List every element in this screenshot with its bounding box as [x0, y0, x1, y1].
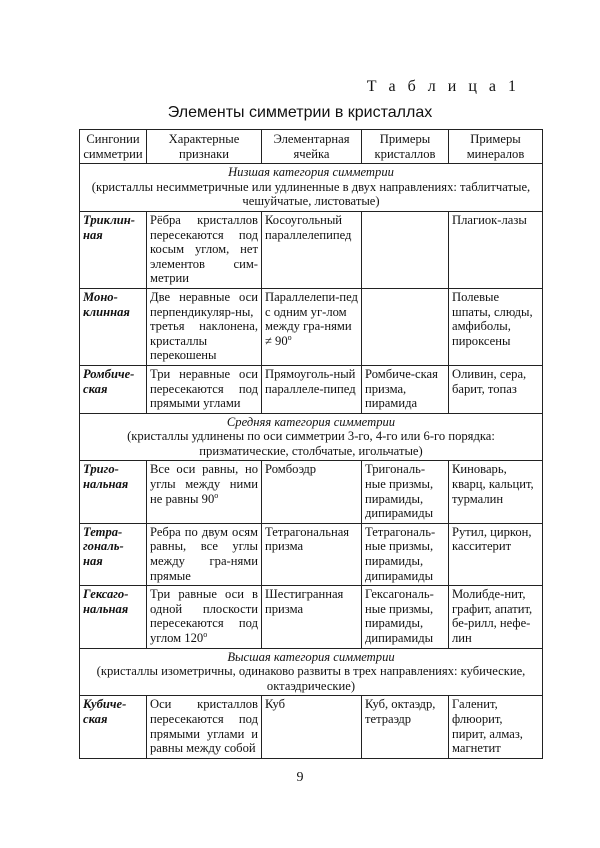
- minerals-cell: Полевые шпаты, слюды, амфиболы, пироксены: [449, 288, 543, 365]
- table-row: [80, 288, 543, 365]
- table-row: [80, 586, 543, 648]
- header-minerals: Примеры минералов: [449, 130, 543, 164]
- minerals-cell: Киноварь, кварц, кальцит, турмалин: [449, 461, 543, 523]
- unit-cell: Шестигранная призма: [262, 586, 362, 648]
- features-cell: Три неравные оси пересекаются под прямыми углами: [147, 365, 262, 413]
- category-name: Высшая категория симметрии: [227, 649, 395, 664]
- unit-cell: [262, 288, 362, 365]
- features-cell: Рёбра кристаллов пересекаются под косым углом, нет элементов сим-метрии: [147, 211, 262, 288]
- page-number: 9: [296, 770, 304, 785]
- header-features: Характерные признаки: [147, 130, 262, 164]
- minerals-cell: Галенит, флюорит, пирит, алмаз, магнетит: [449, 696, 543, 758]
- header-syngony: Сингонии симметрии: [80, 130, 147, 164]
- category-description: (кристаллы несимметричные или удлиненные в двух направлениях: таблитчатые, чешуйчатые, листоватые): [91, 179, 531, 209]
- syngony-cell: Моно-клинная: [80, 288, 147, 365]
- features-cell: [147, 586, 262, 648]
- table-label: Т а б л и ц а 1: [366, 78, 520, 95]
- header-cell: Элементарная ячейка: [262, 130, 362, 164]
- degree-mark: о: [287, 332, 292, 342]
- degree-mark: о: [203, 629, 208, 639]
- syngony-cell: Кубиче-ская: [80, 696, 147, 758]
- unit-cell: Ромбоэдр: [262, 461, 362, 523]
- table-row: [80, 211, 543, 288]
- table-row: [80, 461, 543, 523]
- features-cell: [147, 461, 262, 523]
- category-row-middle: [80, 413, 543, 461]
- crystals-cell: Ромбиче-ская призма, пирамида: [362, 365, 449, 413]
- table-row: [80, 523, 543, 585]
- unit-cell: Косоугольный параллелепипед: [262, 211, 362, 288]
- symmetry-table: [79, 129, 543, 759]
- minerals-cell: Молибде-нит, графит, апатит, бе-рилл, нефе-лин: [449, 586, 543, 648]
- category-row-low: [80, 164, 543, 212]
- crystals-cell: Куб, октаэдр, тетраэдр: [362, 696, 449, 758]
- unit-cell: Прямоуголь-ный параллеле-пипед: [262, 365, 362, 413]
- features-cell: Оси кристаллов пересекаются под прямыми углами и равны между собой: [147, 696, 262, 758]
- category-description: (кристаллы изометричны, одинаково развиты в трех направлениях: кубические, октаэдрические): [96, 664, 526, 693]
- table-row: [80, 696, 543, 758]
- crystals-cell: Гексагональ-ные призмы, пирамиды, дипирамиды: [362, 586, 449, 648]
- crystals-cell: [362, 211, 449, 288]
- crystals-cell: [362, 288, 449, 365]
- page-title: Элементы симметрии в кристаллах: [167, 104, 433, 121]
- syngony-cell: Триклин-ная: [80, 211, 147, 288]
- degree-mark: о: [214, 490, 219, 500]
- crystals-cell: Тетрагональ-ные призмы, пирамиды, дипирамиды: [362, 523, 449, 585]
- unit-cell-text: Параллелепи-пед с одним уг-лом между гра-нями ≠ 90: [265, 289, 358, 348]
- features-cell: Ребра по двум осям равны, все углы между гра-нями прямые: [147, 523, 262, 585]
- unit-cell: Куб: [262, 696, 362, 758]
- minerals-cell: Оливин, сера, барит, топаз: [449, 365, 543, 413]
- unit-cell: Тетрагональная призма: [262, 523, 362, 585]
- syngony-cell: Триго-нальная: [80, 461, 147, 523]
- category-description: (кристаллы удлинены по оси симметрии 3-го, 4-го или 6-го порядка: призматические, столбчатые, игольчатые): [127, 429, 495, 458]
- features-text: Все оси равны, но углы между ними не равны 90: [150, 462, 258, 506]
- features-text: Три равные оси в одной плоскости пересекаются под углом 120: [150, 587, 258, 645]
- minerals-cell: Плагиок-лазы: [449, 211, 543, 288]
- category-name: Низшая категория симметрии: [228, 165, 394, 180]
- table-header-row: [80, 130, 543, 164]
- syngony-cell: Ромбиче-ская: [80, 365, 147, 413]
- syngony-cell: Гексаго-нальная: [80, 586, 147, 648]
- features-cell: Две неравные оси перпендикуляр-ны, третья наклонена, кристаллы перекошены: [147, 288, 262, 365]
- category-name: Средняя категория симметрии: [226, 414, 396, 429]
- syngony-cell: Тетра-гональ-ная: [80, 523, 147, 585]
- header-crystals: Примеры кристаллов: [362, 130, 449, 164]
- table-row: [80, 365, 543, 413]
- minerals-cell: Рутил, циркон, касситерит: [449, 523, 543, 585]
- category-row-high: [80, 648, 543, 696]
- crystals-cell: Тригональ-ные призмы, пирамиды, дипирамиды: [362, 461, 449, 523]
